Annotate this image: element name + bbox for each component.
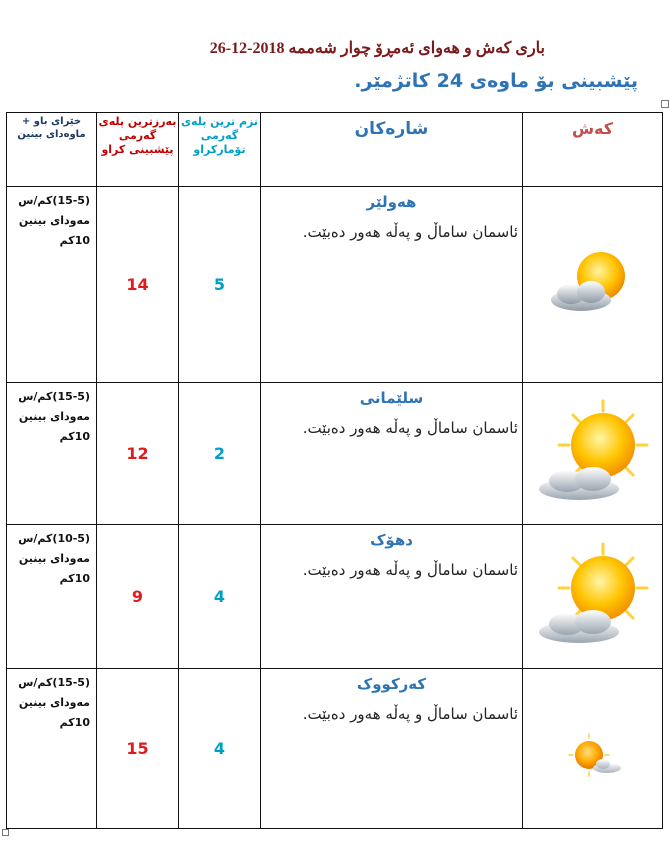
- wind-speed: (15-5)کم/س: [18, 676, 90, 689]
- page-title: باری کەش و هەوای ئەمڕۆ چوار شەممە 2018-12-26: [209, 40, 545, 57]
- weather-description: ئاسمان ساماڵ و پەڵە هەور دەبێت.: [302, 561, 518, 579]
- max-temp: 14: [97, 187, 179, 383]
- city-name: کەرکووک: [356, 675, 427, 693]
- max-temp: 15: [97, 669, 179, 829]
- wind-cell: [7, 525, 97, 669]
- header-row: [7, 113, 663, 187]
- weather-description: ئاسمان ساماڵ و پەڵە هەور دەبێت.: [302, 419, 518, 437]
- sun-with-cloud-icon: [533, 540, 653, 650]
- visibility: مەودای بینین 10کم: [18, 696, 90, 729]
- sun-with-cloud-icon: [533, 397, 653, 507]
- header-min-temp: نزم ترین پلەی گەرمی تۆمارکراو: [179, 113, 261, 187]
- weather-table: [6, 112, 663, 829]
- city-name: هەولێر: [366, 193, 417, 211]
- corner-marker-icon: [2, 829, 9, 836]
- min-temp: 4: [179, 525, 261, 669]
- wind-cell: [7, 383, 97, 525]
- header-max-temp: بەرزترین پلەی گەرمی پێشبینی کراو: [97, 113, 179, 187]
- table-row: [7, 525, 663, 669]
- max-temp: 9: [97, 525, 179, 669]
- visibility: مەودای بینین 10کم: [18, 552, 90, 585]
- header-wind: خێرای باو + ماوەدای بینین: [7, 113, 97, 187]
- visibility: مەودای بینین 10کم: [18, 214, 90, 247]
- max-temp: 12: [97, 383, 179, 525]
- weather-description: ئاسمان ساماڵ و پەڵە هەور دەبێت.: [302, 705, 518, 723]
- min-temp: 2: [179, 383, 261, 525]
- wind-speed: (15-5)کم/س: [18, 390, 90, 403]
- weather-description: ئاسمان ساماڵ و پەڵە هەور دەبێت.: [302, 223, 518, 241]
- city-cell: [261, 187, 523, 383]
- wind-speed: (15-5)کم/س: [18, 194, 90, 207]
- wind-cell: [7, 187, 97, 383]
- weather-icon-cell: [523, 669, 663, 829]
- wind-speed: (10-5)کم/س: [18, 532, 90, 545]
- weather-icon-cell: [523, 187, 663, 383]
- city-cell: [261, 669, 523, 829]
- weather-icon-cell: [523, 383, 663, 525]
- table-anchor-icon: [661, 100, 669, 108]
- city-name: سلێمانی: [359, 389, 424, 407]
- city-cell: [261, 525, 523, 669]
- forecast-subtitle: پێشبینی بۆ ماوەی 24 کاتژمێر.: [354, 70, 638, 92]
- header-cities: شارەکان: [261, 113, 523, 187]
- min-temp: 5: [179, 187, 261, 383]
- table-row: [7, 669, 663, 829]
- visibility: مەودای بینین 10کم: [18, 410, 90, 443]
- min-temp: 4: [179, 669, 261, 829]
- table-row: [7, 383, 663, 525]
- sun-behind-cloud-icon: [545, 248, 641, 318]
- table-row: [7, 187, 663, 383]
- wind-cell: [7, 669, 97, 829]
- city-cell: [261, 383, 523, 525]
- header-weather: کەش: [523, 113, 663, 187]
- city-name: دهۆک: [370, 531, 413, 549]
- weather-icon-cell: [523, 525, 663, 669]
- small-sun-cloud-icon: [563, 732, 623, 782]
